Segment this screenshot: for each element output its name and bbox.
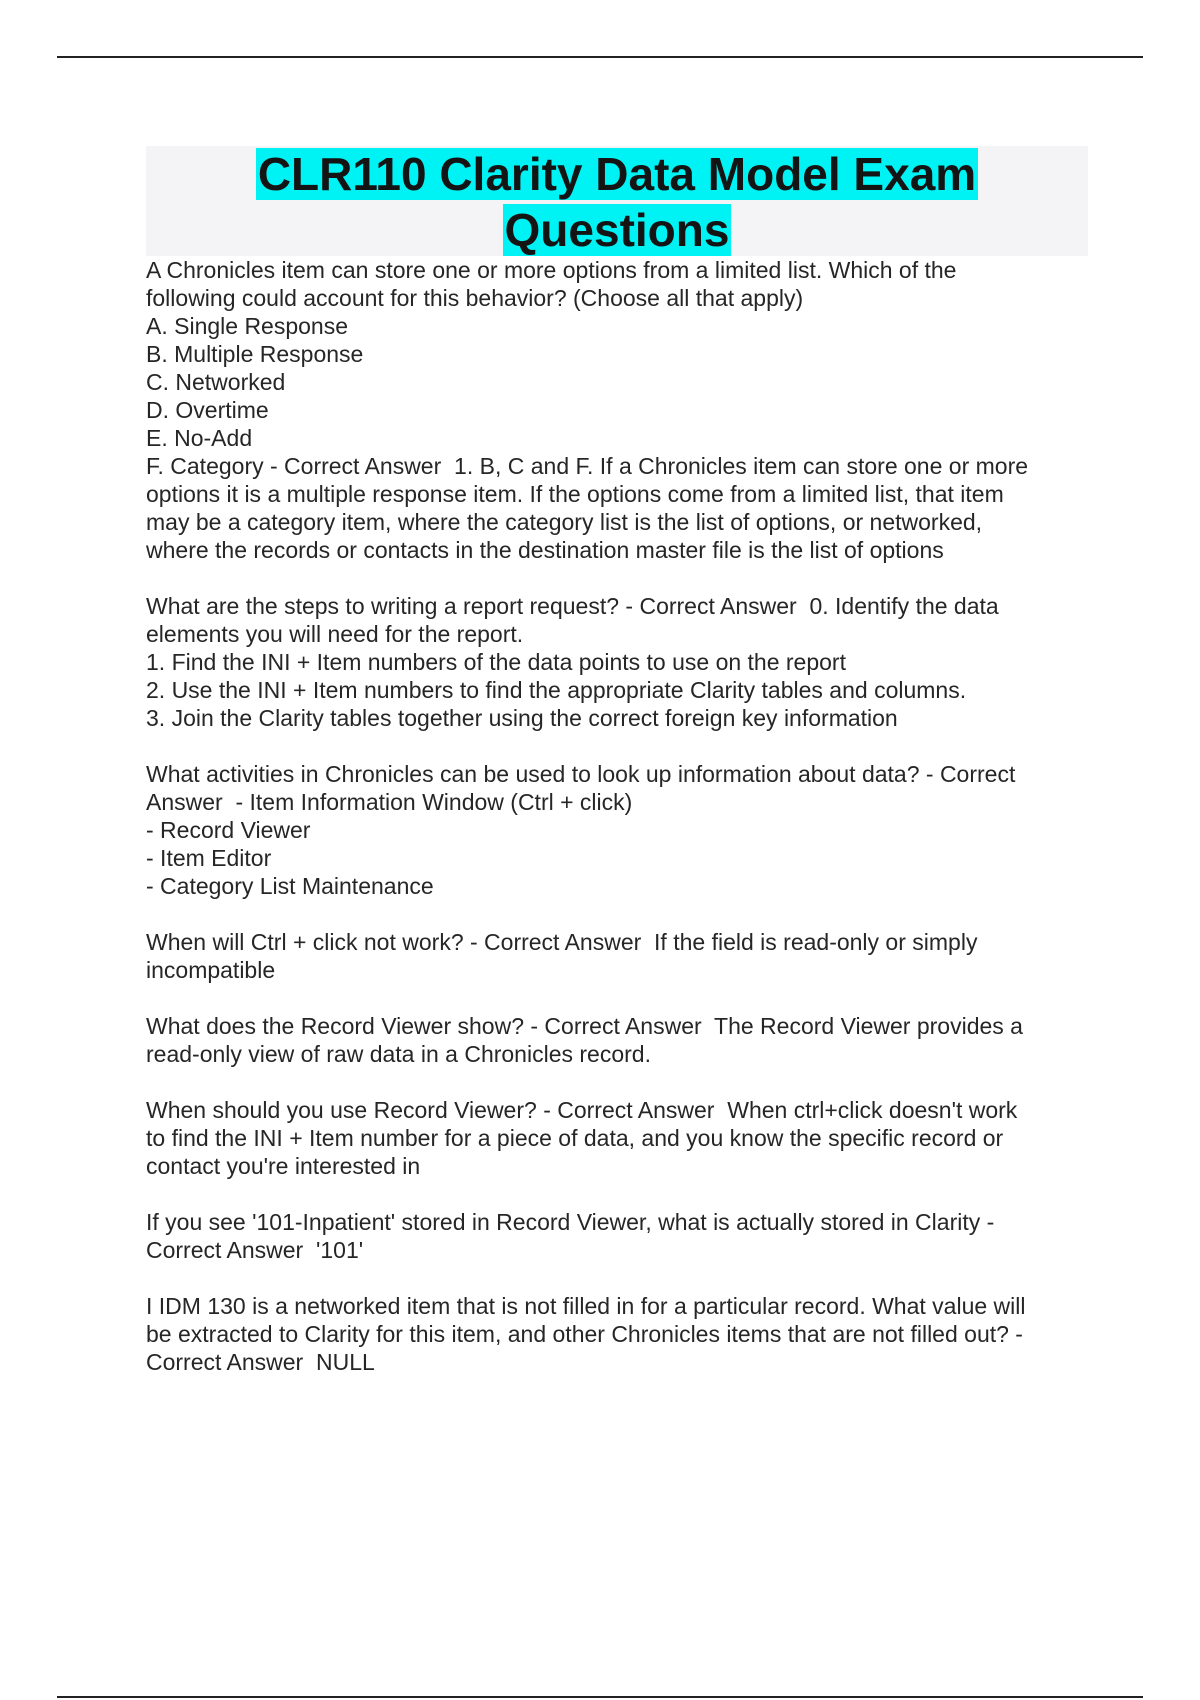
qa-block — [146, 1208, 1091, 1264]
qa-line: What are the steps to writing a report request? - Correct Answer 0. Identify the data — [146, 593, 999, 619]
qa-line: read-only view of raw data in a Chronicles record. — [146, 1041, 651, 1067]
qa-line: - Record Viewer — [146, 817, 311, 843]
qa-option: A. Single Response — [146, 313, 349, 339]
qa-block — [146, 928, 1091, 984]
qa-line: What activities in Chronicles can be used to look up information about data? - Correct — [146, 761, 1016, 787]
qa-line: 1. Find the INI + Item numbers of the data points to use on the report — [146, 649, 846, 675]
qa-content — [146, 256, 1091, 1404]
qa-line: may be a category item, where the category list is the list of options, or networked, — [146, 509, 983, 535]
qa-line: 3. Join the Clarity tables together using the correct foreign key information — [146, 705, 898, 731]
title-band — [146, 146, 1088, 256]
qa-line: following could account for this behavior? (Choose all that apply) — [146, 285, 804, 311]
qa-line: If you see '101-Inpatient' stored in Record Viewer, what is actually stored in Clarity - — [146, 1209, 995, 1235]
qa-option: B. Multiple Response — [146, 341, 364, 367]
qa-line: F. Category - Correct Answer 1. B, C and F. If a Chronicles item can store one or more — [146, 453, 1029, 479]
qa-line: contact you're interested in — [146, 1153, 421, 1179]
qa-option: E. No-Add — [146, 425, 253, 451]
top-rule — [57, 56, 1143, 58]
qa-line: to find the INI + Item number for a piece of data, and you know the specific record or — [146, 1125, 1004, 1151]
qa-line: Correct Answer NULL — [146, 1349, 375, 1375]
qa-line: 2. Use the INI + Item numbers to find the appropriate Clarity tables and columns. — [146, 677, 967, 703]
qa-block — [146, 760, 1091, 900]
qa-line: A Chronicles item can store one or more options from a limited list. Which of the — [146, 257, 957, 283]
qa-line: be extracted to Clarity for this item, and other Chronicles items that are not filled out? - — [146, 1321, 1023, 1347]
qa-line: - Item Editor — [146, 845, 272, 871]
qa-block — [146, 1292, 1091, 1376]
qa-line: Correct Answer '101' — [146, 1237, 364, 1263]
qa-line: where the records or contacts in the destination master file is the list of options — [146, 537, 944, 563]
qa-line: options it is a multiple response item. If the options come from a limited list, that item — [146, 481, 1004, 507]
qa-block — [146, 256, 1091, 564]
qa-line: I IDM 130 is a networked item that is not filled in for a particular record. What value will — [146, 1293, 1026, 1319]
title-line-2: Questions — [504, 204, 730, 256]
qa-option: C. Networked — [146, 369, 286, 395]
bottom-rule — [57, 1696, 1143, 1698]
qa-line: Answer - Item Information Window (Ctrl + click) — [146, 789, 633, 815]
qa-line: When will Ctrl + click not work? - Correct Answer If the field is read-only or simply — [146, 929, 978, 955]
qa-block — [146, 592, 1091, 732]
qa-line: - Category List Maintenance — [146, 873, 434, 899]
qa-line: incompatible — [146, 957, 276, 983]
qa-line: elements you will need for the report. — [146, 621, 524, 647]
document-title — [146, 146, 1088, 258]
qa-line: When should you use Record Viewer? - Correct Answer When ctrl+click doesn't work — [146, 1097, 1018, 1123]
qa-line: What does the Record Viewer show? - Correct Answer The Record Viewer provides a — [146, 1013, 1023, 1039]
qa-option: D. Overtime — [146, 397, 269, 423]
qa-block — [146, 1096, 1091, 1180]
qa-block — [146, 1012, 1091, 1068]
title-line-1: CLR110 Clarity Data Model Exam — [257, 148, 977, 200]
